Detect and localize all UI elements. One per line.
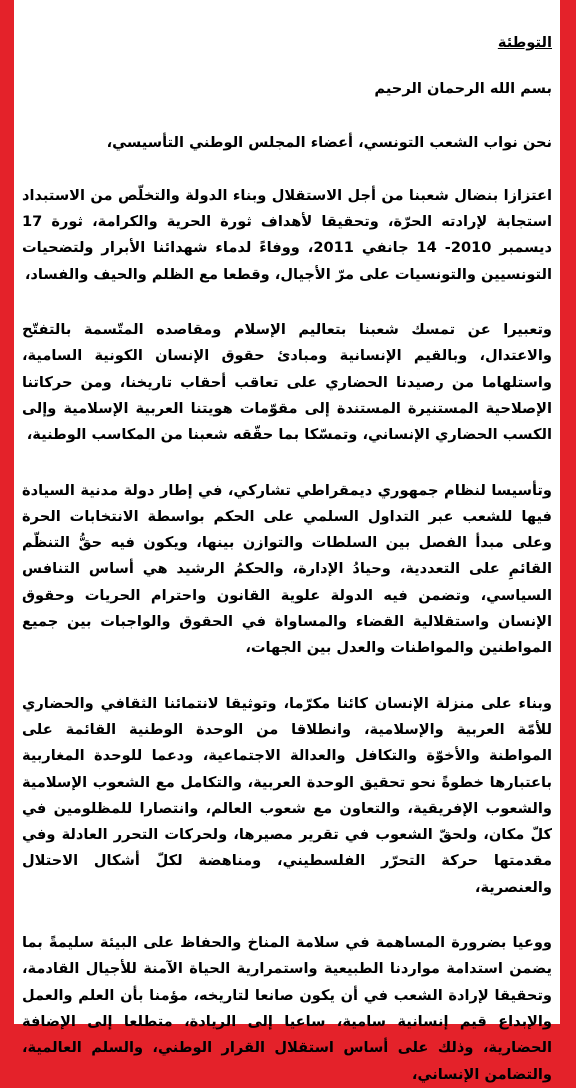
- basmala: بسم الله الرحمان الرحيم: [374, 80, 552, 98]
- paragraph-2: وتعبيرا عن تمسك شعبنا بتعاليم الإسلام ومقاصده المتّسمة بالتفتّح والاعتدال، وبالقيم الإنسانية ومبادئ حقوق الإنسان الكونية السامية، واستلهاما من رصيدنا الحضاري على تعاقب أحقاب تاريخنا، ومن حركاتنا الإصلاحية المستنيرة المستندة إلى مقوّمات هويتنا العربية الإسلامية وإلى الكسب الحضاري الإنساني، وتمسّكا بما حقّقه شعبنا من المكاسب الوطنية،: [22, 321, 552, 444]
- paragraph-3: وتأسيسا لنظام جمهوري ديمقراطي تشاركي، في إطار دولة مدنية السيادة فيها للشعب عبر التداول السلمي على الحكم بواسطة الانتخابات الحرة وعلى مبدأ الفصل بين السلطات والتوازن بينها، ويكون فيه حقُّ التنظّم القائمِ على التعددية، وحيادُ الإدارة، والحكمُ الرشيد هي أساس التنافس السياسي، وتضمن فيه الدولة علوية القانون واحترام الحريات وحقوق الإنسان واستقلالية القضاء والمساواة في الحقوق والواجبات بين جميع المواطنين والمواطنات والعدل بين الجهات،: [22, 481, 552, 657]
- document-page: [14, 0, 560, 1083]
- document-heading: التوطئة: [497, 34, 552, 51]
- intro-line: نحن نواب الشعب التونسي، أعضاء المجلس الوطني التأسيسي،: [106, 133, 552, 151]
- paragraph-5: ووعيا بضرورة المساهمة في سلامة المناخ والحفاظ على البيئة سليمةً بما يضمن استدامة مواردنا الطبيعية واستمرارية الحياة الآمنة للأجيال القادمة، وتحقيقا لإرادة الشعب في أن يكون صانعا لتاريخه، مؤمنا بأن العلم والعمل والإبداع قيم إنسانية سامية، ساعيا إلى الريادة، متطلعا إلى الإضافة الحضارية، وذلك على أساس استقلال القرار الوطني، والسلم العالمية، والتضامن الإنساني،: [22, 934, 552, 1083]
- document-body: [14, 0, 560, 1088]
- paragraph-1: اعتزازا بنضال شعبنا من أجل الاستقلال وبناء الدولة والتخلّص من الاستبداد استجابة لإرادته الحرّة، وتحقيقا لأهداف ثورة الحرية والكرامة، ثورة 17 ديسمبر 2010- 14 جانفي 2011، ووفاءً لدماء شهدائنا الأبرار ولتضحيات التونسيين والتونسيات على مرّ الأجيال، وقطعا مع الظلم والحيف والفساد،: [22, 186, 552, 283]
- paragraph-4: وبناء على منزلة الإنسان كائنا مكرّما، وتوثيقا لانتمائنا الثقافي والحضاري للأمّة العربية والإسلامية، وانطلاقا من الوحدة الوطنية القائمة على المواطنة والأخوّة والتكافل والعدالة الاجتماعية، ودعما للوحدة المغاربية باعتبارها خطوةً نحو تحقيق الوحدة العربية، والتكامل مع الشعوب الإسلامية والشعوب الإفريقية، والتعاون مع شعوب العالم، وانتصارا للمظلومين في كلّ مكان، ولحقّ الشعوب في تقرير مصيرها، ولحركات التحرر العادلة وفي مقدمتها حركة التحرّر الفلسطيني، ومناهضة لكلّ أشكال الاحتلال والعنصرية،: [22, 694, 552, 896]
